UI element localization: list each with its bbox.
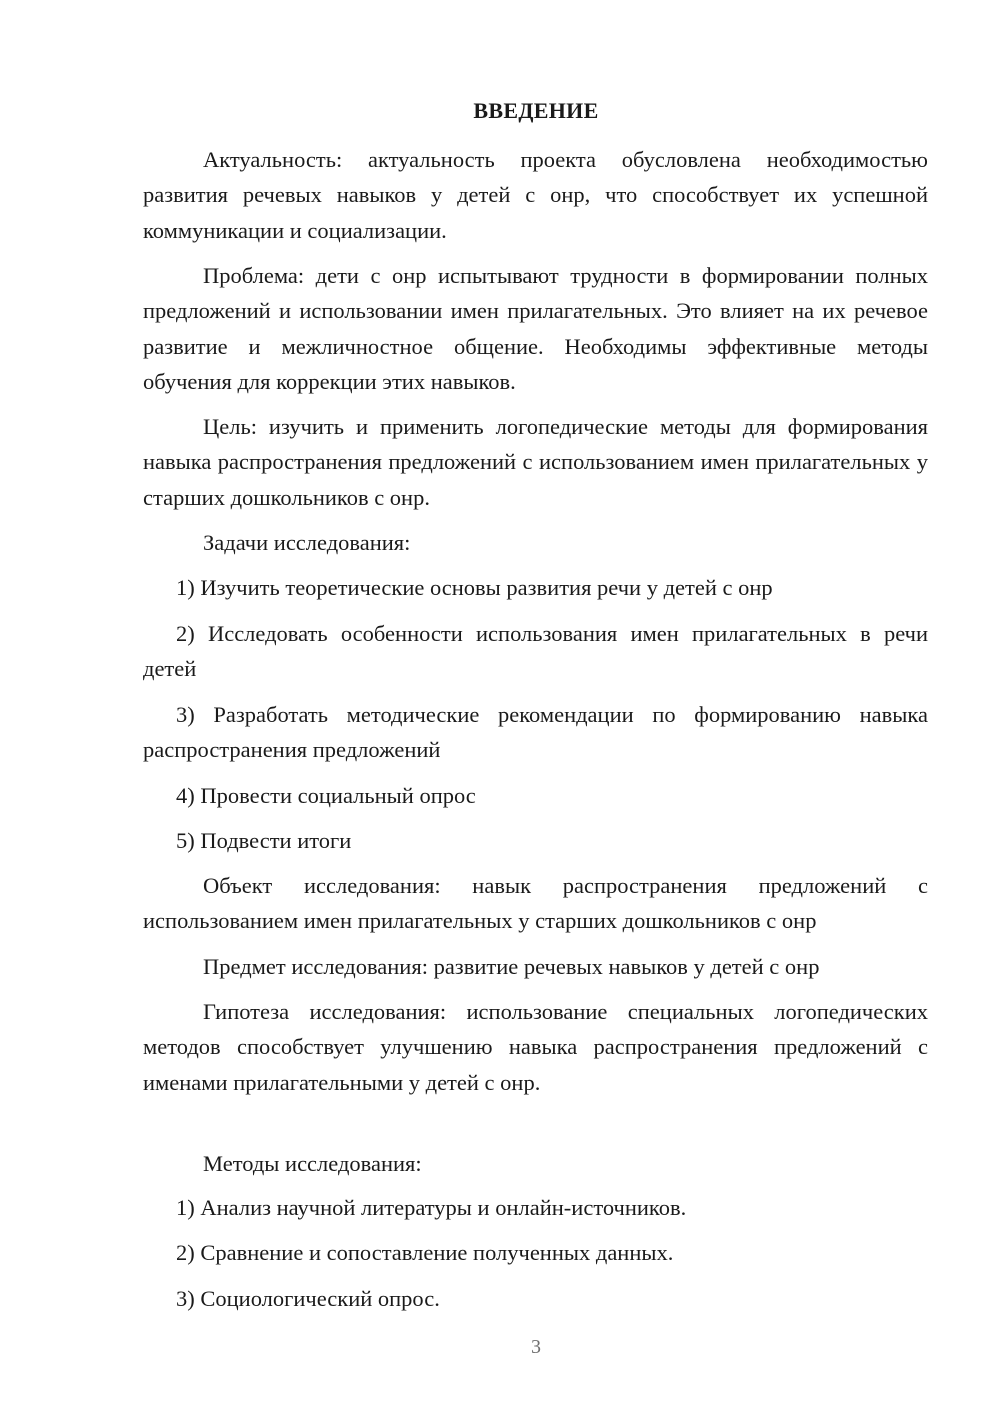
subject-paragraph: Предмет исследования: развитие речевых навыков у детей с онр [203, 954, 820, 979]
methods-heading: Методы исследования: [203, 1151, 422, 1176]
hypothesis-paragraph: Гипотеза исследования: использование специальных логопедических методов способствует улучшению навыка распространения предложений с именами прилагательными у детей с онр. [143, 999, 928, 1095]
tasks-heading: Задачи исследования: [203, 530, 411, 555]
task-item-5: 5) Подвести итоги [176, 828, 352, 853]
page-number: 3 [531, 1336, 541, 1358]
problem-paragraph: Проблема: дети с онр испытывают трудности в формировании полных предложений и использовании имен прилагательных. Это влияет на их речевое развитие и межличностное общение. Необходимы эффективные методы обучения для коррекции этих навыков. [143, 263, 928, 394]
task-item-1: 1) Изучить теоретические основы развития речи у детей с онр [176, 575, 773, 600]
object-paragraph: Объект исследования: навык распространения предложений с использованием имен прилагательных у старших дошкольников с онр [143, 873, 928, 934]
method-item-2: 2) Сравнение и сопоставление полученных данных. [176, 1240, 674, 1265]
goal-paragraph: Цель: изучить и применить логопедические методы для формирования навыка распространения предложений с использованием имен прилагательных у старших дошкольников с онр. [143, 414, 928, 510]
page-title: ВВЕДЕНИЕ [473, 98, 599, 123]
relevance-paragraph: Актуальность: актуальность проекта обусловлена необходимостью развития речевых навыков у детей с онр, что способствует их успешной коммуникации и социализации. [143, 147, 928, 243]
method-item-1: 1) Анализ научной литературы и онлайн-источников. [176, 1195, 687, 1220]
method-item-3: 3) Социологический опрос. [176, 1286, 440, 1311]
task-item-2: 2) Исследовать особенности использования имен прилагательных в речи детей [143, 621, 928, 682]
task-item-3: 3) Разработать методические рекомендации по формированию навыка распространения предложений [143, 702, 928, 763]
task-item-4: 4) Провести социальный опрос [176, 783, 476, 808]
